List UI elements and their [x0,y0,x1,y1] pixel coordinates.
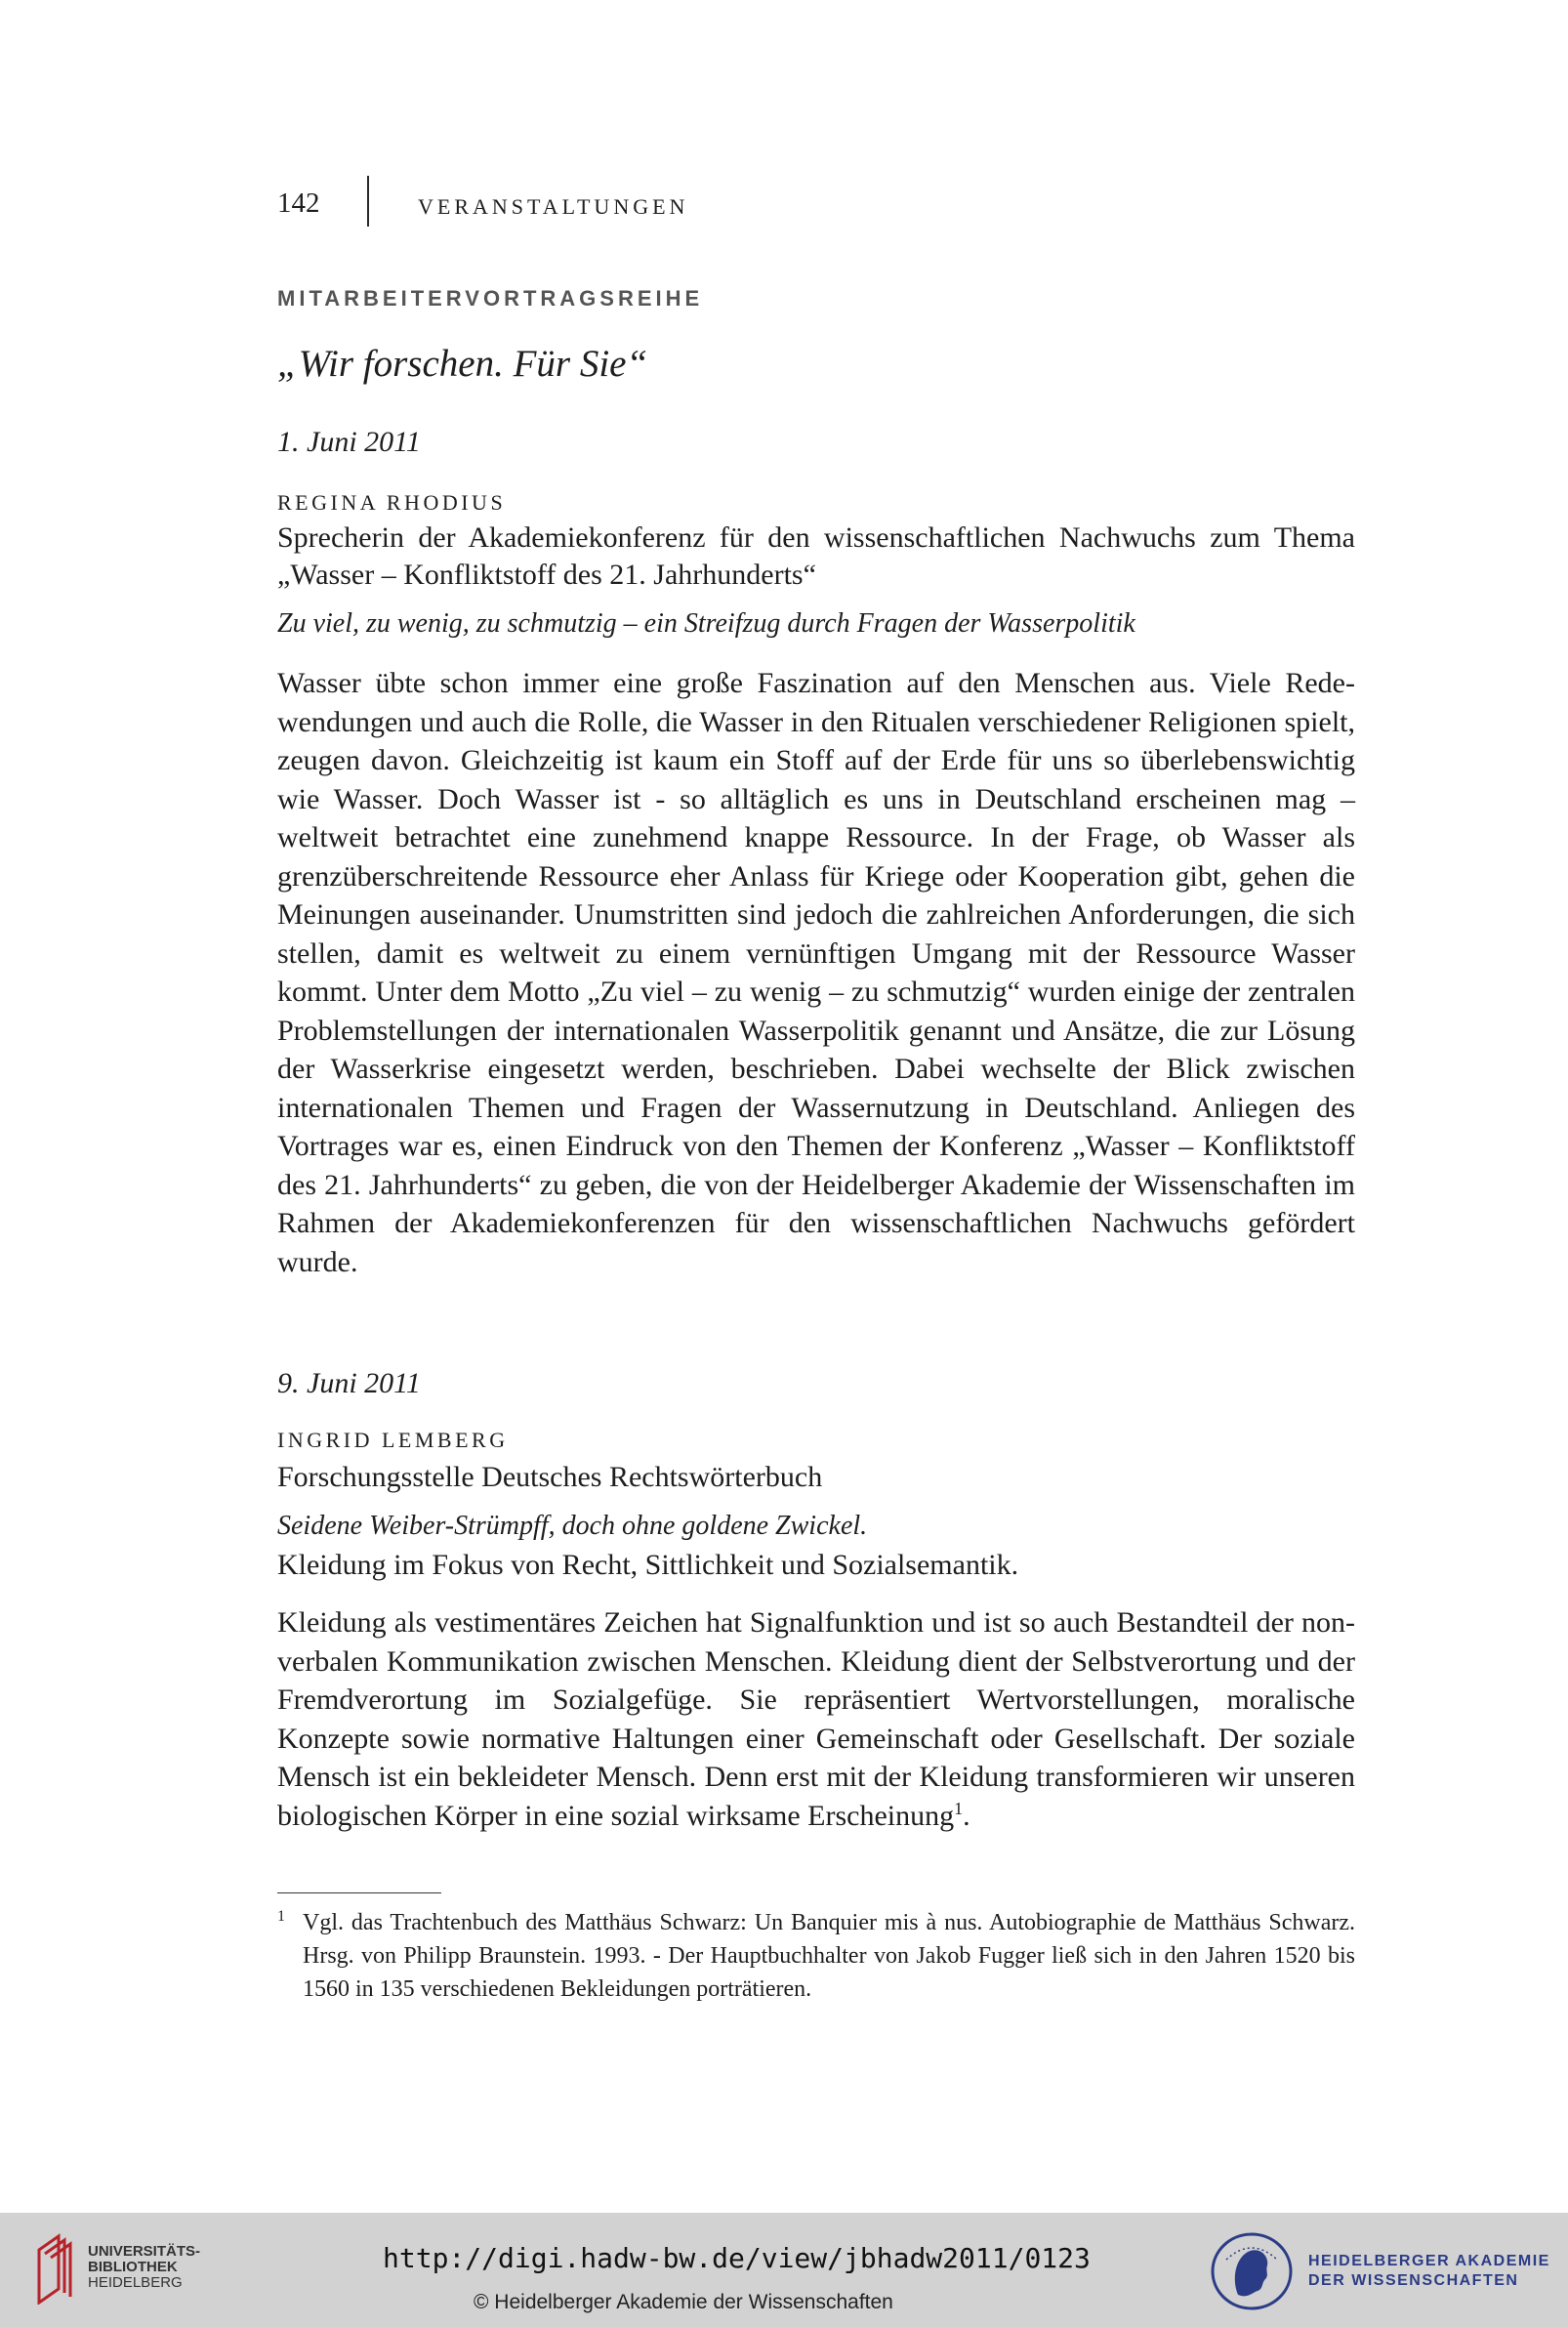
source-url-link[interactable]: http://digi.hadw-bw.de/view/jbhadw2011/0123 [383,2242,1091,2274]
abstract-end: . [963,1799,970,1832]
section-heading: VERANSTALTUNGEN [418,194,689,219]
speaker-affiliation: Sprecherin der Akademiekonferenz für den wissenschaftlichen Nachwuchs zum Thema „Wasser – Konfliktstoff des 21. Jahrhunderts“ [277,521,1355,591]
event-date: 9. Juni 2011 [277,1367,421,1399]
footnote-reference[interactable]: 1 [954,1798,964,1818]
talk-abstract [277,1603,1355,1835]
talk-subtitle: Kleidung im Fokus von Recht, Sittlichkeit und Sozialsemantik. [277,1549,1019,1581]
speaker-affiliation: Forschungsstelle Deutsches Rechtswörterbuch [277,1461,823,1493]
speaker-name: REGINA RHODIUS [277,490,507,515]
copyright-notice: © Heidelberger Akademie der Wissenschaften [474,2291,893,2313]
page-number: 142 [277,187,320,219]
footnote [277,1906,1355,2006]
footnote-mark: 1 [277,1908,285,1925]
academy-name: HEIDELBERGER AKADEMIE DER WISSENSCHAFTEN [1308,2253,1550,2289]
university-library-logo-icon [31,2230,78,2305]
talk-title: Zu viel, zu wenig, zu schmutzig – ein Streifzug durch Fragen der Wasserpolitik [277,608,1135,639]
series-label: MITARBEITERVORTRAGSREIHE [277,286,704,311]
talk-abstract: Wasser übte schon immer eine große Faszination auf den Menschen aus. Viele Redewendungen und auch die Rolle, die Wasser in den Ritualen verschiedener Religionen spielt, zeugen davon. Gleichzeitig ist kaum ein Stoff auf der Erde für uns so überlebenswichtig wie Wasser. Doch Wasser ist - so alltäglich es uns in Deutschland erscheinen mag – weltweit betrachtet eine zunehmend knappe Ressource. In der Frage, ob Wasser als grenzüberschreitende Ressource eher Anlass für Kriege oder Kooperation gibt, gehen die Meinungen auseinander. Unumstritten sind jedoch die zahlreichen Anforderungen, die sich stellen, damit es weltweit zu einem vernünftigen Umgang mit der Ressource Wasser kommt. Unter dem Motto „Zu viel – zu wenig – zu schmutzig“ wurden einige der zentralen Problemstellungen der internationalen Wasserpolitik genannt und Ansätze, die zur Lösung der Wasserkrise eingesetzt werden, beschrieben. Dabei wechselte der Blick zwischen internationalen Themen und Fragen der Wassernutzung in Deutschland. Anliegen des Vortrages war es, einen Eindruck von den Themen der Konferenz „Wasser – Konfliktstoff des 21. Jahrhunderts“ zu geben, die von der Heidelberger Akademie der Wissenschaften im Rahmen der Akademiekonferenzen für den wissenschaftlichen Nachwuchs gefördert wurde. [277,667,1355,1278]
footnote-divider [277,1892,441,1893]
academy-seal-icon [1209,2230,1295,2312]
talk-title: Seidene Weiber-Strümpff, doch ohne goldene Zwickel. [277,1511,868,1541]
header-divider [367,176,369,227]
event-date: 1. Juni 2011 [277,426,421,458]
footnote-text: Vgl. das Trachtenbuch des Matthäus Schwarz: Un Banquier mis à nus. Autobiographie de Matthäus Schwarz. Hrsg. von Philipp Braunstein. 1993. - Der Hauptbuchhalter von Jakob Fugger ließ sich in den Jahren 1520 bis 1560 in 135 verschiedenen Bekleidungen porträtieren. [303,1910,1355,2002]
university-library-name: UNIVERSITÄTS- BIBLIOTHEK HEIDELBERG [88,2243,201,2291]
series-title: „Wir forschen. Für Sie“ [277,343,648,385]
speaker-name: INGRID LEMBERG [277,1428,509,1452]
abstract-text: Kleidung als vestimentäres Zeichen hat Signalfunktion und ist so auch Bestandteil der non-verbalen Kommunikation zwischen Menschen. Kleidung dient der Selbstverortung und der Fremdverortung im Sozialgefüge. Sie repräsentiert Wertvorstellungen, moralische Konzepte sowie normative Haltungen einer Gemeinschaft oder Gesellschaft. Der soziale Mensch ist ein bekleideter Mensch. Denn erst mit der Kleidung transformieren wir unseren biologischen Körper in eine sozial wirksame Erscheinung [277,1606,1355,1832]
footer-bar [0,2213,1568,2327]
